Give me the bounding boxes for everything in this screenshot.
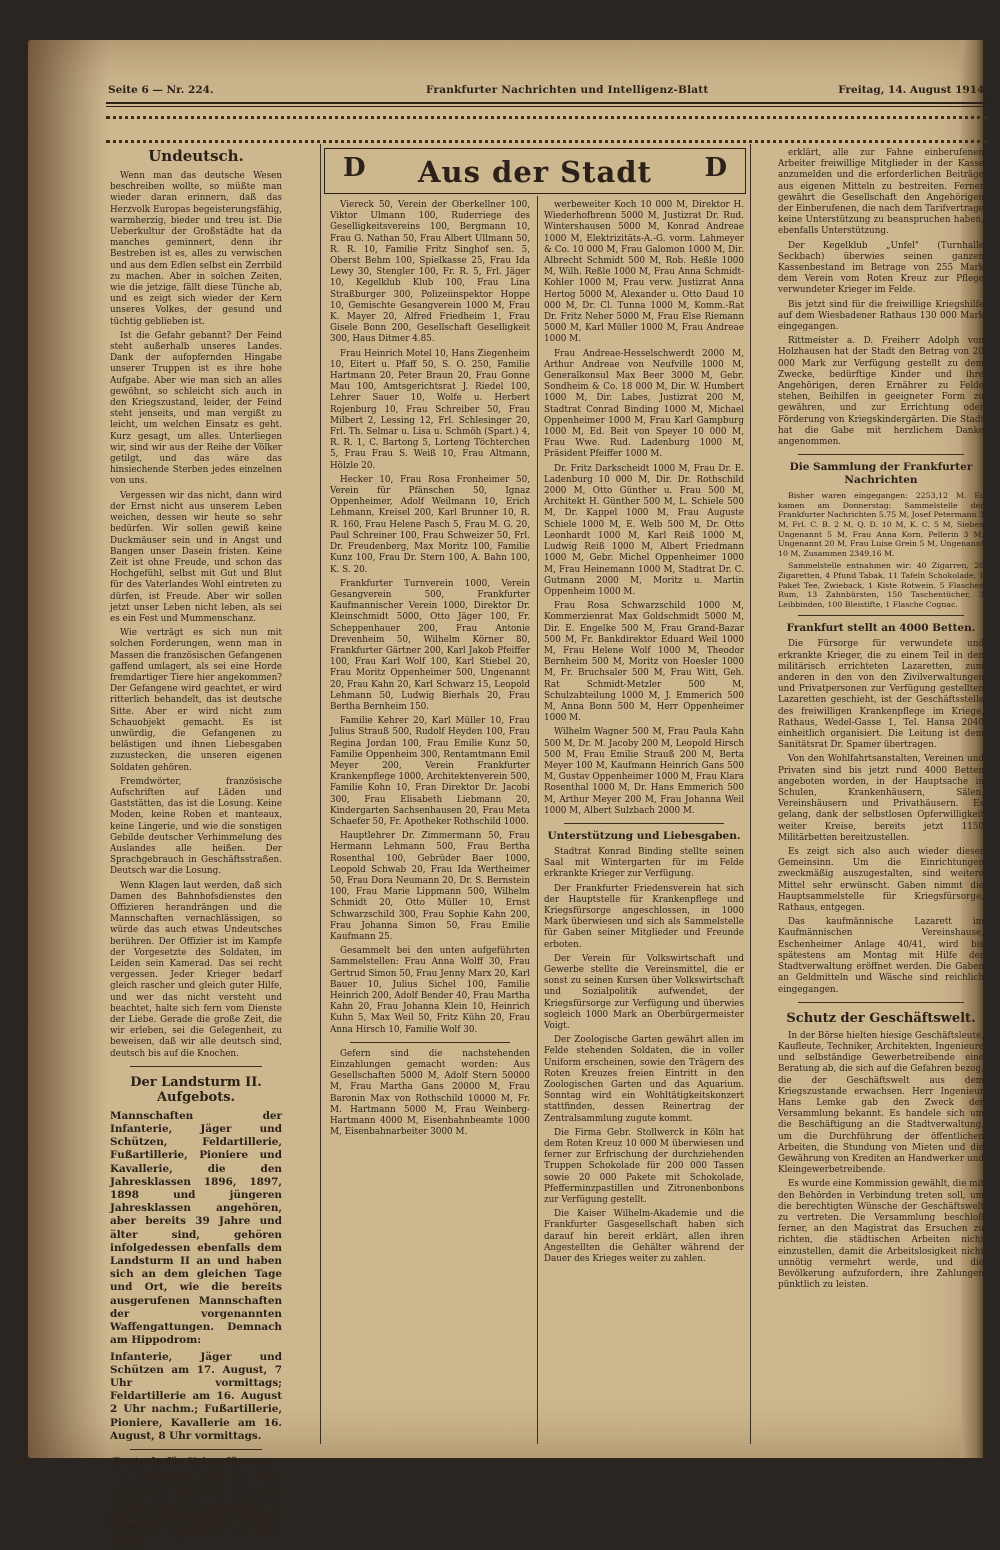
article-paragraph: Ist die Gefahr gebannt? Der Feind steht außerhalb unseres Landes. Dank der aufopfernden Hingabe unserer Truppen ist es ihre hohe Aufgabe. Aber wie man sich an alles gewöhnt, so schleicht sich auch in den Kriegszustand, leider, der Feind steht jenseits, und man vergißt zu leicht, um welchen Einsatz es geht. Kurz gesagt, um alles. Unterliegen wir, sind wir aus der Reihe der Völker getilgt, und das wäre das hinsiechende Sterben jedes einzelnen von uns. (110, 330, 282, 487)
donation-list: Frau Andreae-Hesselschwerdt 2000 M, Arthur Andreae von Neufville 1000 M, Generalkonsul Max Beer 3000 M, Gebr. Sondheim & Co. 18 000 M, Dir. W. Humbert 1000 M, Dir. Labes, Justizrat 200 M, Stadtrat Conrad Binding 1000 M, Michael Oppenheimer 1000 M, Frau Karl Gampburg 1000 M, Ed. Beit von Speyer 10 000 M, Frau Wwe. Rud. Ladenburg 1000 M, Präsident Pfeiffer 1000 M. (544, 348, 744, 460)
article-paragraph: An Geldspenden gingen ein: Müller —.60 M, Jakob Weißberger 1, K. B. 5, Frau Leopold 50, Wund 10, Stammtisch Kronlocherheim im Restaurant Bund 15, Ludwig 30, Joseph Brunner 5, Stammtisch Reichsadler 20, Rudolf Kühn 3, Zentral-Sparkasse 6, Julia Morhard —.60, Lehrer Fehle 10. (110, 1472, 282, 1550)
article-headline: Schutz der Geschäftswelt. (786, 1010, 976, 1026)
article-paragraph: Wenn man das deutsche Wesen beschreiben wollte, so müßte man wieder daran erinnern, daß das Herzvolk Europas begeisterungsfähig, warmherzig, bieder und treu ist. Die Ueberkultur der Großstädte hat da manches geminnert, denn ihr Bestreben ist es, alles zu verwischen und aus dem Edlen selbst ein Zerrbild zu machen. Aber in solchen Zeiten, wie die jetzige, fällt diese Tünche ab, und es zeigt sich wieder der Kern unseres Volkes, der gesund und tüchtig geblieben ist. (110, 171, 282, 327)
donation-list: Viereck 50, Verein der Oberkellner 100, Viktor Ulmann 100, Ruderriege des Geselligkeitsvereins 100, Bergmann 10, Frau G. Nathan 50, Frau Albert Ullmann 50, R. R. 10, Familie Fritz Singhof sen. 5, Oberst Behm 100, Spielkasse 25, Frau Ida Lewy 30, Stengler 100, Fr. R. 5, Frl. Jäger 10, Kegelklub Klub 100, Frau Lina Straßburger 300, Polizeiinspektor Hoppe 10, Gemischte Gesangverein 1000 M, Frau K. Mayer 20, Alfred Friedheim 1, Frau Gisele Bonn 200, Gesellschaft Geselligkeit 300, Haus Ditmer 4.85. (330, 200, 530, 345)
article-headline: Zentrale für Kriegsfürsorge. (112, 1455, 280, 1468)
article-divider (564, 823, 724, 824)
article-divider (798, 454, 964, 455)
article-paragraph: Die Kaiser Wilhelm-Akademie und die Frankfurter Gasgesellschaft haben sich darauf hin bereit erklärt, allen ihren Angestellten die Gehälter während der Dauer des Krieges weiter zu zahlen. (544, 1209, 744, 1265)
column-4 (778, 148, 984, 1433)
donation-list: Frau Heinrich Motel 10, Hans Ziegenheim 10, Eitert u. Pfaff 50, S. O. 250, Familie Hartmann 20, Peter Braun 20, Frau Gonne Mau 100, Amtsgerichtsrat J. Riedel 100, Lehrer Sauer 10, Wolfe u. Herbert Rojenburg 10, Frau Schreiber 50, Frau Milbert 2, Lessing 12, Frl. Schlesinger 20, Frl. Th. Selmar u. Lisa u. Schmöh (Spart.) 4, R. R. 1, C. Bartong 5, Lorteng Töchterchen 5, Frau Frau S. Weiß 10, Frau Altmann, Hölzle 20. (330, 348, 530, 471)
article-paragraph: Bis jetzt sind für die freiwillige Kriegshilfe auf dem Wiesbadener Rathaus 130 000 Mark eingegangen. (778, 299, 984, 333)
article-headline: Undeutsch. (148, 147, 244, 165)
donation-list: Frau Rosa Schwarzschild 1000 M, Kommerzienrat Max Goldschmidt 5000 M, Dir. E. Engelke 500 M, Frau Grand-Bazar 500 M, Fr. Bankdirektor Eduard Weil 1000 M, Frau Helene Wolf 1000 M, Theodor Bernheim 500 M, Moritz von Hoesler 1000 M, Fr. Bruchsaler 500 M, Frau Witt, Geh. Rat Schmidt-Metzler 500 M, Schulzabteilung 1000 M, J. Emmerich 500 M, Anna Bonn 500 M, Herr Oppenheimer 1000 M. (544, 601, 744, 724)
article-paragraph: Das kaufmännische Lazarett im Kaufmännischen Vereinshause, Eschenheimer Anlage 40/41, wird bis spätestens am Montag mit Hilfe der Stadtverwaltung eröffnet werden. Die Gaben an Geldmitteln und Wäsche sind reichlich eingegangen. (778, 917, 984, 995)
article-paragraph: Es wurde eine Kommission gewählt, die mit den Behörden in Verbindung treten soll, um die berechtigten Wünsche der Geschäftswelt zu vertreten. Die Versammlung beschloß ferner, an den Magistrat das Ersuchen zu richten, die städtischen Arbeiten nicht einzustellen, damit die Arbeitslosigkeit nicht unnötig vermehrt werde, und die Bevölkerung aufzufordern, ihre Zahlungen pünktlich zu leisten. (778, 1179, 984, 1291)
article-paragraph: Der Kegelklub „Unfel" (Turnhalle Seckbach) überwies seinen ganzen Kassenbestand im Betrage von 255 Mark dem Verein vom Roten Kreuz zur Pflege verwundeter Krieger im Felde. (778, 240, 984, 296)
donation-list: Gesammelt bei den unten aufgeführten Sammelstellen: Frau Anna Wolff 30, Frau Gertrud Simon 50, Frau Jenny Marx 20, Karl Bauer 10, Julius Sichel 100, Familie Heinrich 200, Adolf Bender 40, Frau Martha Kahn 20, Frau Johanna Klein 10, Heinrich Kuhn 5, Max Weil 50, Fritz Kühn 20, Frau Anna Hirsch 10, Familie Wolf 30. (330, 946, 530, 1035)
article-paragraph: Bisher waren eingegangen: 2253,12 M. Es kamen am Donnerstag: Sammelstelle der Frankfurter Nachrichten 5.75 M, Josef Petermann 3 M, Frl. C. B. 2 M, Q. D. 10 M, K. C. 5 M, Sieben Ungenannt 5 M, Frau Anna Korn, Pellerin 3 M, Ungenannt 20 M, Frau Luise Grein 5 M, Ungenannt 10 M, Zusammen 2349,16 M. (778, 491, 984, 558)
ornament-border-lower (106, 140, 988, 143)
article-paragraph: Vergessen wir das nicht, dann wird der Ernst nicht aus unserem Leben weichen, dessen wir heute so sehr bedürfen. Wir sollen gewiß keine Duckmäuser sein und in Angst und Bangen unser Dasein fristen. Keine Zeit ist ohne Freude, und schon das Hochgefühl, selbst mit Gut und Blut für des Vaterlandes Wohl eintreten zu dürfen, ist Freude. Aber wir sollen jetzt unser Leben nicht leben, als sei es ein Fest und Mummenschanz. (110, 490, 282, 624)
article-divider (130, 1449, 262, 1450)
article-paragraph: Rittmeister a. D. Freiherr Adolph von Holzhausen hat der Stadt den Betrag von 20 000 Mark zur Verfügung gestellt zu dem Zwecke, bedürftige Kinder und ihre Angehörigen, deren Ernährer zu Felde stehen, Beihilfen in geeigneter Form zu gewähren, und zur Errichtung oder Förderung von Kriegskindergärten. Die Stadt hat die Gabe mit herzlichem Danke angenommen. (778, 336, 984, 448)
binding-shadow (28, 40, 108, 1458)
article-headline: Unterstützung und Liebesgaben. (547, 829, 741, 842)
article-paragraph: In der Börse hielten hiesige Geschäftsleute, Kaufleute, Techniker, Architekten, Ingenieure und selbständige Gewerbetreibende eine Beratung ab, die sich auf die Gefahren bezog, die der Geschäftswelt aus dem Kriegszustande erwachsen. Herr Ingenieur Hans Lemke gab den Zweck der Versammlung bekannt. Es handele sich um die Beschäftigung an die Stadtverwaltung, um die Durchführung der öffentlichen Arbeiten, die Stundung von Mieten und die Gewährung von Krediten an Handwerker und Kleingewerbetreibende. (778, 1030, 984, 1176)
article-paragraph: Stadtrat Konrad Binding stellte seinen Saal mit Wintergarten für im Felde erkrankte Krieger zur Verfügung. (544, 846, 744, 880)
article-headline: Die Sammlung der Frankfurter Nachrichten (789, 461, 973, 487)
article-headline: Frankfurt stellt an 4000 Betten. (786, 622, 976, 635)
column-2 (330, 200, 530, 1430)
donation-list: Frankfurter Turnverein 1000, Verein Gesangverein 500, Frankfurter Kaufmannischer Verein 1000, Direktor Dr. Kleinschmidt 5000, Otto Jäger 100, Fr. Scheppenhauer 200, Frau Antonie Drevenheim 50, Wilhelm Körner 80, Frankfurter Gärtner 200, Karl Jakob Pfeiffer 100, Frau Karl Wolf 100, Karl Stiebel 20, Frau Moritz Oppenheimer 500, Ungenannt 20, Frau Kahn 20, Karl Schwarz 15, Leopold Lehmann 50, Ludwig Bierhals 20, Frau Bertha Bernheim 150. (330, 578, 530, 712)
column-divider (750, 144, 751, 1444)
article-paragraph: Von den Wohlfahrtsanstalten, Vereinen und Privaten sind bis jetzt rund 4000 Betten angeboten worden, in der Hauptsache in Schulen, Krankenhäusern, Sälen, Vereinshäusern und Privathäusern. Es gelang, dank der selbstlosen Opferwilligkeit weiter Kreise, bereits jetzt 1150 Militärbetten bereitzustellen. (778, 754, 984, 843)
article-paragraph: erklärt, alle zur Fahne einberufenen Arbeiter freiwillige Mitglieder in der Kasse anzumelden und die erforderlichen Beiträge aus eigenen Mitteln zu bestreiten. Ferner gewährt die Gesellschaft den Angehörigen der Einberufenen, die nach dem Tarifvertrage keine Unterstützung zu beanspruchen haben, ebenfalls Unterstützung. (778, 148, 984, 237)
masthead-rule (106, 102, 988, 104)
ornament-initial-right: D (704, 153, 727, 183)
issue-date: Freitag, 14. August 1914. (838, 84, 988, 96)
ornament-border (106, 116, 988, 119)
article-divider (798, 1002, 964, 1003)
donation-list: Wilhelm Wagner 500 M, Frau Paula Kahn 500 M, Dr. M. Jacoby 200 M, Leopold Hirsch 500 M, Frau Emilie Strauß 200 M, Berta Meyer 100 M, Kaufmann Heinrich Gans 500 M, Gustav Oppenheimer 1000 M, Frau Klara Rosenthal 1000 M, Dr. Hans Emmerich 500 M, Arthur Meyer 200 M, Frau Johanna Weil 1000 M, Albert Sulzbach 2000 M. (544, 727, 744, 816)
newspaper-page (28, 40, 988, 1550)
article-divider (130, 1066, 262, 1067)
article-headline: Der Landsturm II. Aufgebots. (130, 1074, 262, 1105)
page-number: Seite 6 — Nr. 224. (108, 84, 214, 96)
article-paragraph: Die Firma Gebr. Stollwerck in Köln hat dem Roten Kreuz 10 000 M überwiesen und ferner zur Erfrischung der durchziehenden Truppen Schokolade für 200 000 Tassen sowie 20 000 Pakete mit Schokolade, Pfefferminzpastillen und Zitronenbonbons zur Verfügung gestellt. (544, 1127, 744, 1206)
article-paragraph: Wenn Klagen laut werden, daß sich Damen des Bahnhofsdienstes den Offizieren herandrängen und die Mannschaften vernachlässigen, so würde das auch etwas Undeutsches berühren. Der Offizier ist im Kampfe der Vorgesetzte des Soldaten, im Leiden sein Kamerad. Das sei recht vergessen. Jeder Krieger bedarf gleich rascher und gleich guter Hilfe, und wer das nicht versteht und beachtet, halte sich fern vom Dienste der Liebe. Gerade die große Zeit, die wir erleben, sei die Gelegenheit, zu beweisen, daß wir alle deutsch sind, deutsch bis auf die Knochen. (110, 880, 282, 1059)
donation-list: Gefern sind die nachstehenden Einzahlungen gemacht worden: Aus Gesellschaften 5000 M, Adolf Stern 50000 M, Frau Martha Gans 20000 M, Frau Baronin Max von Rothschild 10000 M, Fr. M. Hartmann 5000 M, Frau Weinberg-Hartmann 4000 M, Eisenbahnbeamte 1000 M, Eisenbahnarbeiter 3000 M. (330, 1048, 530, 1138)
article-paragraph: Es zeigt sich also auch wieder dieser Gemeinsinn. Um die Einrichtungen zweckmäßig auszugestalten, sind weitere Mittel sehr erwünscht. Gaben nimmt die Hauptsammelstelle für Kriegsfürsorge, Rathaus, entgegen. (778, 847, 984, 914)
column-1 (110, 147, 282, 1550)
article-paragraph: Sammelstelle entnahmen wir: 40 Zigarren, 20 Zigaretten, 4 Pfund Tabak, 11 Tafeln Schokolade, 1 Paket Tee, Zwieback, 1 Kiste Rotwein, 5 Flaschen Rum, 13 Zahnbürsten, 150 Taschentücher, 3 Leibbinden, 100 Bleistifte, 1 Flasche Cognac. (778, 561, 984, 609)
article-paragraph: Fremdwörter, französische Aufschriften auf Läden und Gaststätten, das ist die Losung. Keine Moden, keine Roben et manteaux, keine Lingerie, und wie die sonstigen Gebilde deutscher Verhimmelung des Auslandes alle heißen. Der Sprachgebrauch in Geschäftsstraßen. Deutsch war die Losung. (110, 776, 282, 877)
article-paragraph: Die Fürsorge für verwundete und erkrankte Krieger, die zu einem Teil in den militärisch errichteten Lazaretten, zum anderen in den von den Zivilverwaltungen und Privatpersonen zur Verfügung gestellten Lazaretten geschieht, ist der Geschäftsstelle des freiwilligen Krankenpflege im Kriege, Rathaus, Wedel-Gasse 1, Tel. Hansa 2040 einheitlich organisiert. Die Leitung ist dem Sanitätsrat Dr. Spamer übertragen. (778, 639, 984, 751)
section-title: Aus der Stadt (418, 155, 652, 189)
column-divider (320, 144, 321, 1444)
article-paragraph: Wie verträgt es sich nun mit solchen Forderungen, wenn man in Massen die französischen Gefangenen gaffend umlagert, als sei eine Horde fremdartiger Tiere hier angekommen? Der Gefangene wird geachtet, er wird ritterlich behandelt, das ist deutsche Sitte. Aber er wird nicht zum Schauobjekt gemacht. Es ist unwürdig, die Gefangenen zu belästigen und ihnen Liebesgaben zuzustecken, die unseren eigenen Soldaten gehören. (110, 628, 282, 773)
section-banner (324, 148, 746, 194)
column-3 (544, 200, 744, 1430)
article-divider (350, 1042, 510, 1043)
ornament-initial-left: D (343, 153, 366, 183)
donation-list: Dr. Fritz Darkscheidt 1000 M, Frau Dr. E. Ladenburg 10 000 M, Dir. Dr. Rothschild 2000 M, Otto Günther u. Frau 500 M, Architekt H. Günther 500 M, L. Schiele 500 M, Dr. Kappel 1000 M, Frau Auguste Schiele 1000 M, E. Welb 500 M, Dr. Otto Leonhardt 1000 M, Karl Reiß 1000 M, Ludwig Reiß 1000 M, Albert Friedmann 1000 M, Gebr. Michel Oppenheimer 1000 M, Frau Heinemann 1000 M, Stadtrat Dr. C. Gutmann 2000 M, Moritz u. Martin Oppenheim 1000 M. (544, 463, 744, 597)
column-divider (537, 196, 538, 1444)
article-paragraph: Infanterie, Jäger und Schützen am 17. August, 7 Uhr vormittags; Feldartillerie am 16. August 2 Uhr nachm.; Fußartillerie, Pioniere, Kavallerie am 16. August, 8 Uhr vormittags. (110, 1350, 282, 1442)
masthead-rule-thin (106, 106, 988, 107)
article-divider (798, 615, 964, 616)
masthead (108, 84, 988, 104)
article-paragraph: Der Zoologische Garten gewährt allen im Felde stehenden Soldaten, die in voller Uniform erscheinen, sowie den Trägern des Roten Kreuzes freien Eintritt in den Zoologischen Garten und das Aquarium. Sonntag wird ein Wohltätigkeitskonzert stattfinden, dessen Reinertrag der Zentralsammlung zugute kommt. (544, 1035, 744, 1124)
newspaper-title: Frankfurter Nachrichten und Intelligenz-Blatt (426, 84, 709, 96)
article-paragraph: Der Frankfurter Friedensverein hat sich der Hauptstelle für Krankenpflege und Kriegsfürsorge angeschlossen, in 1000 Mark überwiesen und sich als Sammelstelle für Gaben seiner Mitglieder und Freunde erboten. (544, 883, 744, 950)
donation-list: Familie Kehrer 20, Karl Müller 10, Frau Julius Strauß 500, Rudolf Heyden 100, Frau Regina Jordan 100, Frau Emilie Kunz 50, Familie Oppenheim 300, Rentamtmann Emil Meyer 200, Verein Frankfurter Krankenpflege 1000, Architektenverein 500, Familie Kohn 10, Fran Direktor Dr. Jacobi 300, Frau Elisabeth Liebmann 20, Kindergarten Sachsenhausen 20, Frau Meta Schaefer 50, Fr. Apotheker Rothschild 1000. (330, 716, 530, 827)
donation-list: Hecker 10, Frau Rosa Fronheimer 50, Verein für Pfänschen 50, Ignaz Oppenheimer, Adolf Weilmann 10, Erich Lehmann, Kreisel 200, Karl Brunner 10, R. R. 160, Frau Helene Pasch 5, Frau M. G. 20, Paul Schreiner 100, Frau Schweizer 50, Frl. Dr. Freudenberg, Max Moritz 100, Familie Kunz 100, Frau Dr. Stern 100, A. Bahn 100, K. S. 20. (330, 474, 530, 575)
donation-list: werbeweiter Koch 10 000 M, Direktor H. Wiederhofbrenn 5000 M, Justizrat Dr. Rud. Wintershausen 5000 M, Konrad Andreae 1000 M, Elektrizitäts-A.-G. vorm. Lahmeyer & Co. 10 000 M, Frau Galomon 1000 M, Dir. Albrecht Schmidt 500 M, Rob. Heßle 1000 M, Wilh. Reßle 1000 M, Frau Anna Schmidt-Kohler 1000 M, Frau verw. Justizrat Anna Hertog 5000 M, Alexander u. Otto Daud 10 000 M, Dr. Cl. Tunna 1000 M, Komm.-Rat Dr. Fritz Neher 5000 M, Frau Else Riemann 5000 M, Karl Müller 1000 M, Frau Andreae 1000 M. (544, 200, 744, 345)
article-paragraph: Der Verein für Volkswirtschaft und Gewerbe stellte die Vereinsmittel, die er sonst zu seinen Kursen über Volkswirtschaft und Sozialpolitik aufwendet, der Kriegsfürsorge zur Verfügung und überwies sogleich 1000 Mark an Oberbürgermeister Voigt. (544, 953, 744, 1032)
donation-list: Hauptlehrer Dr. Zimmermann 50, Frau Hermann Lehmann 500, Frau Bertha Rosenthal 100, Gebrüder Baer 1000, Leopold Schwab 20, Frau Ida Wertheimer 50, Frau Dora Neumann 20, Dr. S. Bernstein 100, Frau Marie Lippmann 500, Wilhelm Schmidt 20, Otto Müller 10, Ernst Schwarzschild 300, Frau Sophie Kahn 200, Frau Johanna Simon 50, Frau Emilie Kaufmann 25. (330, 831, 530, 942)
article-paragraph: Mannschaften der Infanterie, Jäger und Schützen, Feldartillerie, Fußartillerie, Pioniere und Kavallerie, die den Jahresklassen 1896, 1897, 1898 und jüngeren Jahresklassen angehören, aber bereits 39 Jahre und älter sind, gehören infolgedessen ebenfalls dem Landsturm II an und haben sich an dem gleichen Tage und Ort, wie die bereits ausgerufenen Mannschaften der vorgenannten Waffengattungen. Demnach am Hippodrom: (110, 1109, 282, 1347)
